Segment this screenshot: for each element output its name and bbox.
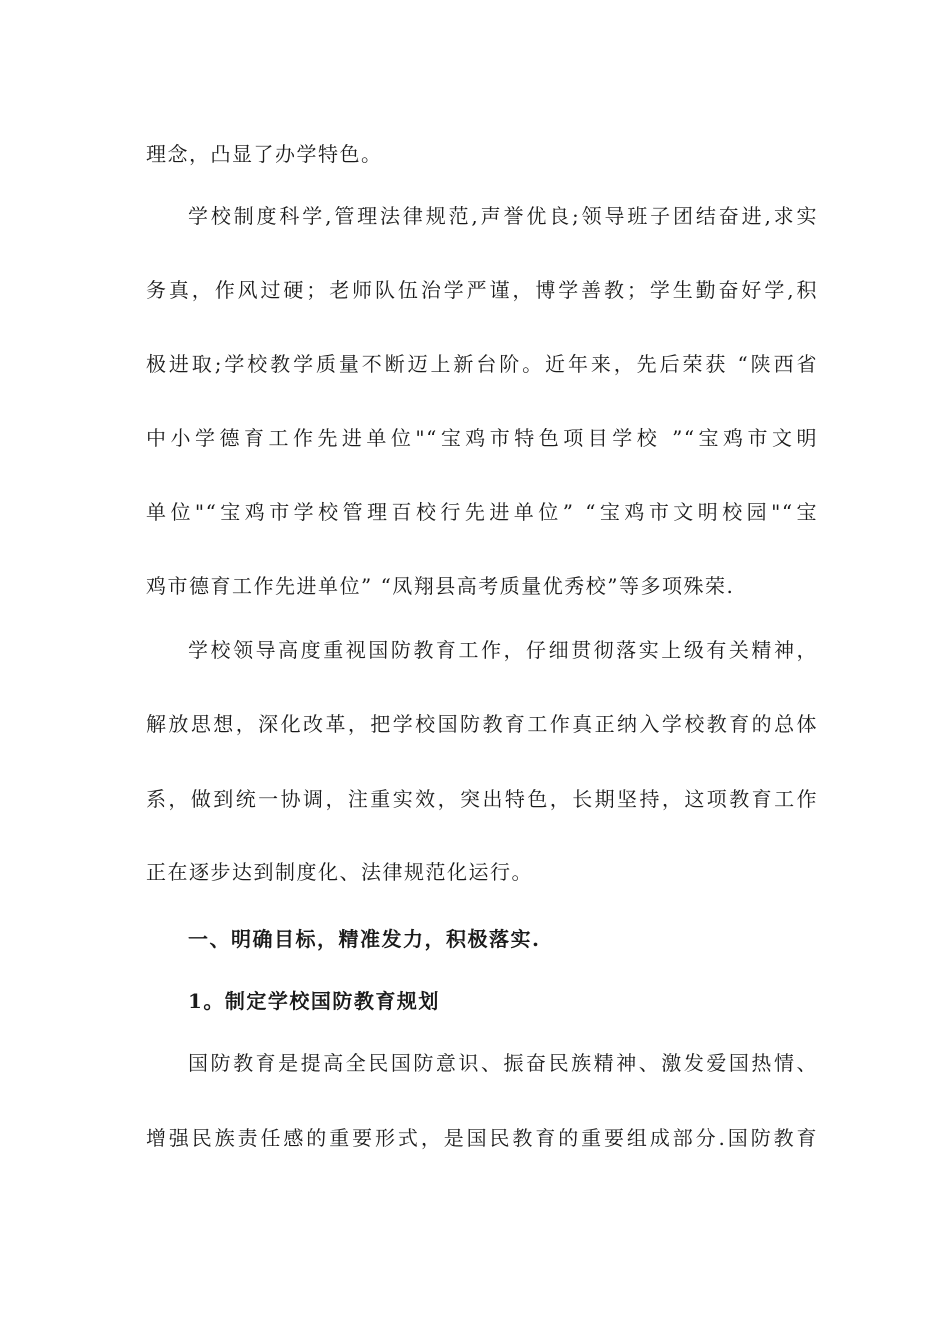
- text-line-5: 中小学德育工作先进单位"“宝鸡市特色项目学校 ”“宝鸡市文明: [146, 426, 818, 450]
- text-line-15: 增强民族责任感的重要形式，是国民教育的重要组成部分.国防教育: [146, 1126, 818, 1150]
- text-line-3: 务真，作风过硬；老师队伍治学严谨，博学善教；学生勤奋好学,积: [146, 278, 818, 302]
- text-line-11: 正在逐步达到制度化、法律规范化运行。: [146, 860, 533, 884]
- text-line-1: 理念，凸显了办学特色。: [146, 142, 383, 166]
- text-line-4: 极进取;学校教学质量不断迈上新台阶。近年来，先后荣获 “陕西省: [146, 352, 818, 376]
- text-line-8: 学校领导高度重视国防教育工作，仔细贯彻落实上级有关精神，: [188, 638, 818, 662]
- section-heading: 一、明确目标，精准发力，积极落实.: [188, 927, 541, 951]
- text-line-6: 单位"“宝鸡市学校管理百校行先进单位” “宝鸡市文明校园"“宝: [146, 500, 818, 524]
- text-line-14: 国防教育是提高全民国防意识、振奋民族精神、激发爱国热情、: [188, 1051, 818, 1075]
- subsection-heading: 1。制定学校国防教育规划: [188, 989, 440, 1013]
- text-line-10: 系，做到统一协调，注重实效，突出特色，长期坚持，这项教育工作: [146, 787, 818, 811]
- text-line-7: 鸡市德育工作先进单位” “凤翔县高考质量优秀校”等多项殊荣.: [146, 574, 735, 598]
- text-line-2: 学校制度科学,管理法律规范,声誉优良;领导班子团结奋进,求实: [188, 204, 818, 228]
- text-line-9: 解放思想，深化改革，把学校国防教育工作真正纳入学校教育的总体: [146, 712, 818, 736]
